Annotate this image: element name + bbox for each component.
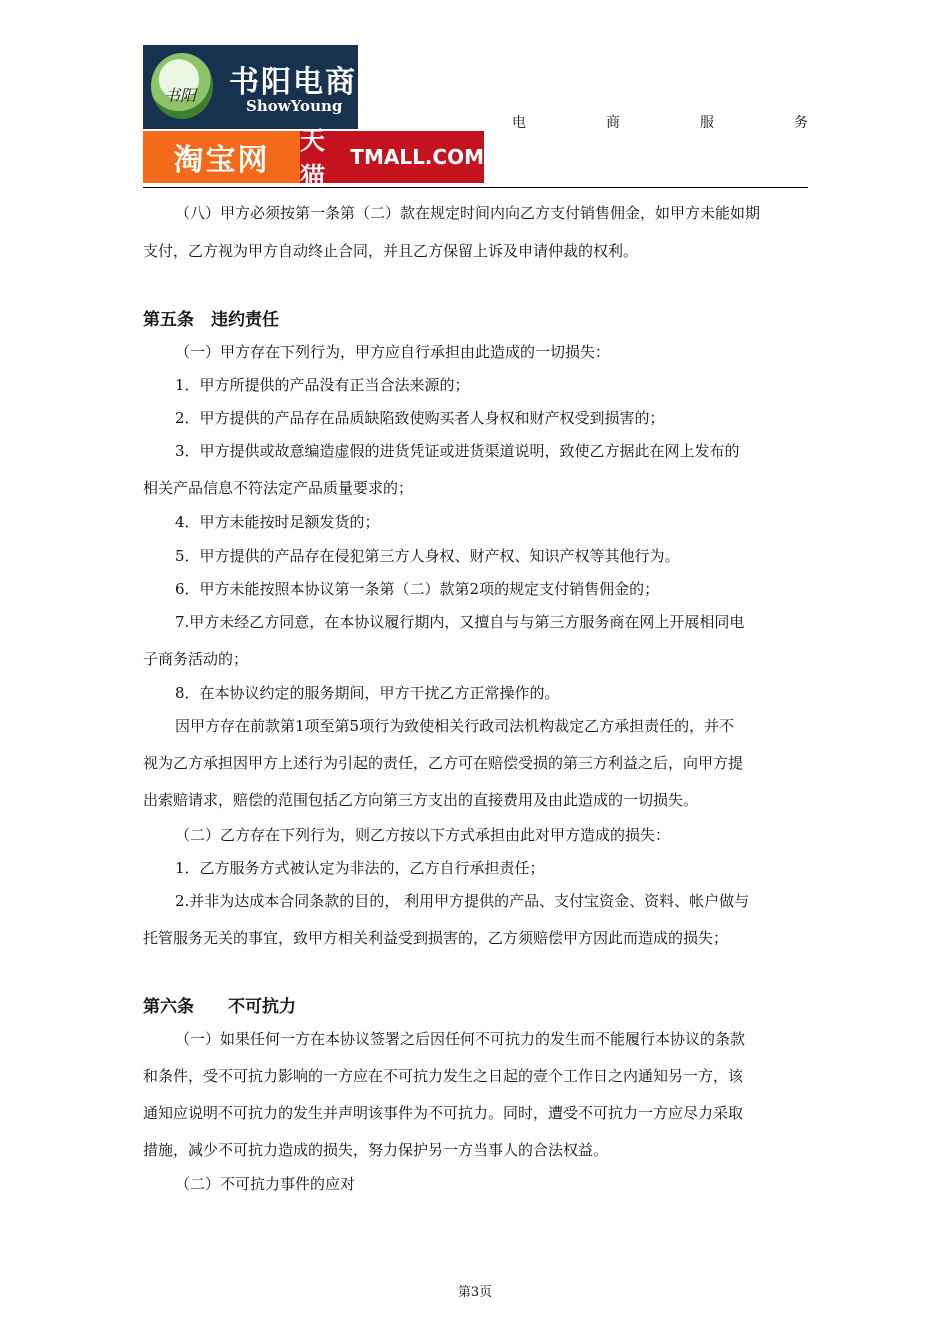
showyoung-logo (143, 45, 358, 129)
paragraph-line: （二）不可抗力事件的应对 (175, 1175, 356, 1193)
brand-name-en: ShowYoung (246, 97, 343, 115)
paragraph-line: 和条件，受不可抗力影响的一方应在不可抗力发生之日起的壹个工作日之内通知另一方，该 (143, 1067, 744, 1085)
header-label-char: 服 (700, 115, 714, 131)
paragraph-line: 支付，乙方视为甲方自动终止合同，并且乙方保留上诉及申请仲裁的权利。 (143, 242, 639, 260)
header-label-char: 商 (606, 115, 620, 131)
paragraph-line: 子商务活动的； (143, 650, 249, 668)
paragraph-line: 视为乙方承担因甲方上述行为引起的责任，乙方可在赔偿受损的第三方利益之后，向甲方提 (143, 754, 744, 772)
header-label-char: 务 (794, 115, 808, 131)
section-heading-6: 第六条 不可抗力 (143, 997, 296, 1017)
tmall-logo-en: TMALL.COM (350, 145, 484, 169)
section-heading-5: 第五条 违约责任 (143, 310, 279, 330)
list-item: 6．甲方未能按照本协议第一条第（二）款第2项的规定支付销售佣金的； (175, 580, 660, 598)
paragraph-line: （一）甲方存在下列行为，甲方应自行承担由此造成的一切损失： (175, 343, 611, 361)
list-item: 7.甲方未经乙方同意，在本协议履行期内，又擅自与与第三方服务商在网上开展相同电 (175, 613, 745, 631)
paragraph-line: 出索赔请求，赔偿的范围包括乙方向第三方支出的直接费用及由此造成的一切损失。 (143, 791, 699, 809)
paragraph-line: 托管服务无关的事宜，致甲方相关利益受到损害的，乙方须赔偿甲方因此而造成的损失； (143, 929, 729, 947)
header-label-char: 电 (512, 115, 526, 131)
tmall-logo (300, 126, 484, 191)
tmall-logo-cn: 天猫 (300, 126, 326, 191)
header-divider (143, 187, 808, 188)
list-item: 8．在本协议约定的服务期间，甲方干扰乙方正常操作的。 (175, 684, 560, 702)
list-item: 2．甲方提供的产品存在品质缺陷致使购买者人身权和财产权受到损害的； (175, 409, 665, 427)
brand-name-cn: 书阳电商 (229, 65, 357, 100)
list-item: 2.并非为达成本合同条款的目的， 利用甲方提供的产品、支付宝资金、资料、帐户做与 (175, 892, 750, 910)
paragraph-line: 相关产品信息不符法定产品质量要求的； (143, 479, 414, 497)
paragraph-line: 措施，减少不可抗力造成的损失，努力保护另一方当事人的合法权益。 (143, 1141, 609, 1159)
page-number: 第3页 (457, 1285, 493, 1300)
taobao-logo: 淘宝网 (143, 131, 300, 183)
list-item: 3．甲方提供或故意编造虚假的进货凭证或进货渠道说明，致使乙方据此在网上发布的 (175, 442, 740, 460)
paragraph-line: 通知应说明不可抗力的发生并声明该事件为不可抗力。同时，遭受不可抗力一方应尽力采取 (143, 1104, 744, 1122)
list-item: 1．乙方服务方式被认定为非法的，乙方自行承担责任； (175, 859, 545, 877)
paragraph-line: 因甲方存在前款第1项至第5项行为致使相关行政司法机构裁定乙方承担责任的，并不 (175, 717, 735, 735)
list-item: 4．甲方未能按时足额发货的； (175, 513, 380, 531)
list-item: 1．甲方所提供的产品没有正当合法来源的； (175, 376, 470, 394)
logo-mark: 书阳 (164, 86, 197, 105)
paragraph-line: （一）如果任何一方在本协议签署之后因任何不可抗力的发生而不能履行本协议的条款 (175, 1030, 746, 1048)
paragraph-line: （二）乙方存在下列行为，则乙方按以下方式承担由此对甲方造成的损失： (175, 826, 671, 844)
list-item: 5．甲方提供的产品存在侵犯第三方人身权、财产权、知识产权等其他行为。 (175, 547, 680, 565)
paragraph-line: （八）甲方必须按第一条第（二）款在规定时间内向乙方支付销售佣金，如甲方未能如期 (175, 204, 761, 222)
header-label (512, 112, 808, 132)
